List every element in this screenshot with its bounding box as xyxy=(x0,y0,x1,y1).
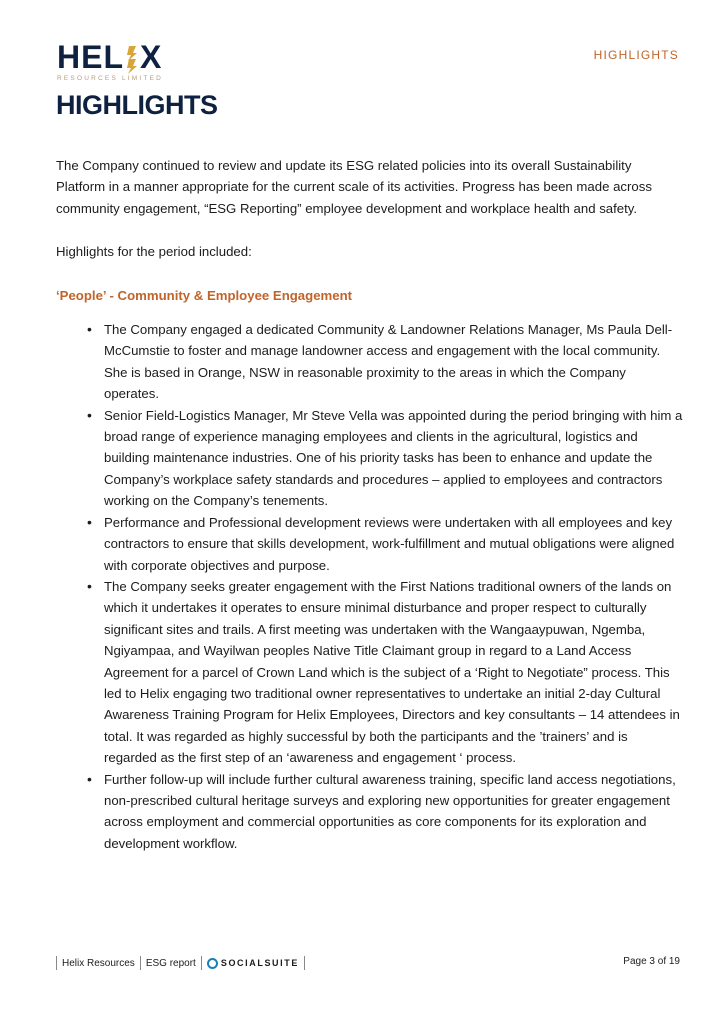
main-content xyxy=(56,155,684,854)
list-item: • Performance and Professional development reviews were undertaken with all employees and key contractors to ensure that skills development, work-fulfillment and mutual obligations were aligned with corporate objectives and purpose. xyxy=(104,512,684,576)
footer-divider xyxy=(304,956,305,970)
list-item: • Further follow-up will include further cultural awareness training, specific land access negotiations, non-prescribed cultural heritage surveys and exploring new opportunities for greater engagement across employment and commercial opportunities as core components for its exploration and development workflow. xyxy=(104,769,684,855)
socialsuite-circle-icon xyxy=(207,958,218,969)
page-footer xyxy=(56,955,680,971)
footer-report: ESG report xyxy=(145,957,196,969)
footer-company: Helix Resources xyxy=(62,957,135,969)
list-item: • The Company engaged a dedicated Community & Landowner Relations Manager, Ms Paula Dell-McCumstie to foster and manage landowner access and engagement with the local community. She is based in Orange, NSW in reasonable proximity to the areas in which the Company operates. xyxy=(104,319,684,405)
helix-logo xyxy=(57,40,167,84)
section-tag: HIGHLIGHTS xyxy=(593,48,679,62)
logo-subtitle: RESOURCES LIMITED xyxy=(57,75,164,82)
highlights-lead: Highlights for the period included: xyxy=(56,244,252,260)
socialsuite-logo xyxy=(207,958,299,969)
footer-left xyxy=(56,955,310,971)
list-item: • The Company seeks greater engagement with the First Nations traditional owners of the lands on which it undertakes it operates to ensure minimal disturbance and proper respect to culturally significant sites and trails. A first meeting was undertaken with the Wangaaypuwan, Ngemba, Ngiyampaa, and Wayilwan peoples Native Title Claimant group in regard to a Land Access Agreement for a parcel of Crown Land which is the subject of a ‘Right to Negotiate” process. This led to Helix engaging two traditional owner representatives to undertake an initial 2-day Cultural Awareness Training Program for Helix Employees, Directors and key consultants – 14 attendees in total. It was regarded as highly successful by both the participants and the ’trainers’ and is regarded as the first step of an ‘awareness and engagement ‘ process. xyxy=(104,576,684,769)
page-number: Page 3 of 19 xyxy=(623,956,680,967)
section-heading: ‘People’ - Community & Employee Engagement xyxy=(56,287,353,303)
intro-paragraph: The Company continued to review and update its ESG related policies into its overall Sustainability Platform in a manner appropriate for the current scale of its activities. Progress has been made across community engagement, “ESG Reporting” employee development and workplace health and safety. xyxy=(56,158,652,216)
logo-wordmark xyxy=(57,40,167,74)
footer-divider xyxy=(201,956,202,970)
highlights-list xyxy=(56,319,684,854)
logo-word-right: X xyxy=(140,39,163,75)
footer-divider xyxy=(56,956,57,970)
logo-i-mark xyxy=(125,44,139,74)
logo-word-left: HEL xyxy=(57,39,124,75)
list-item: • Senior Field-Logistics Manager, Mr Steve Vella was appointed during the period bringing with him a broad range of experience managing employees and clients in the agricultural, logistics and building maintenance industries. One of his priority tasks has been to enhance and update the Company’s workplace safety standards and procedures – applied to employees and contractors working on the Company’s tenements. xyxy=(104,405,684,512)
socialsuite-wordmark: SOCIALSUITE xyxy=(220,958,299,968)
footer-divider xyxy=(140,956,141,970)
page-title: HIGHLIGHTS xyxy=(56,90,218,120)
